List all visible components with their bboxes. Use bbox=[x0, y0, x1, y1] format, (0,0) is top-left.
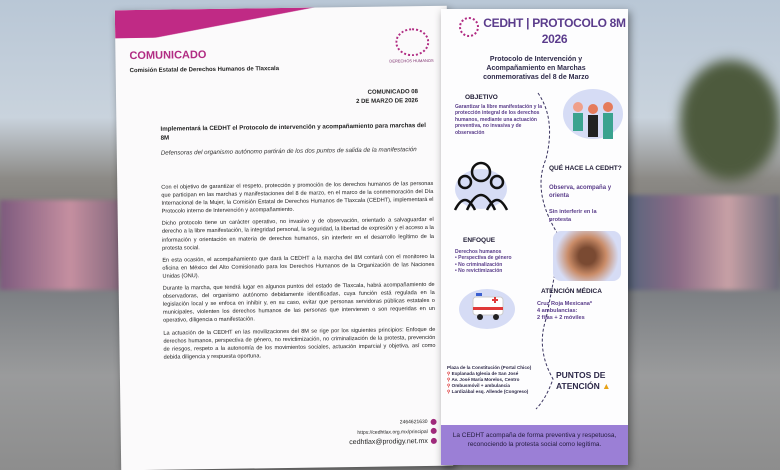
objetivo-text: Garantizar la libre manifestación y la protección integral de los derechos humanos, mediante una actuación preventiva, no invasiva y de observación bbox=[455, 104, 542, 136]
phone: 2464621630 bbox=[399, 419, 428, 426]
map-pin-icon: ⚲ bbox=[447, 371, 452, 376]
phone-icon bbox=[431, 419, 437, 425]
enfoque-label: ENFOQUE bbox=[463, 237, 496, 244]
enfoque-item: • Perspectiva de género bbox=[455, 255, 512, 262]
comunicado-heading: COMUNICADO bbox=[129, 49, 207, 63]
que-hace-label: QUÉ HACE LA CEDHT? bbox=[549, 165, 622, 172]
map-pin-icon: ⚲ bbox=[447, 383, 452, 388]
ambulance-illustration bbox=[459, 289, 515, 329]
institution-name: Comisión Estatal de Derechos Humanos de Tlaxcala bbox=[129, 66, 280, 75]
punto-text: Explanada Iglesia de San José bbox=[451, 371, 519, 376]
paragraph: Dicho protocolo tiene un carácter operativo, no invasivo y de observación, orientado a salvaguardar el derecho a la libre manifestación, la integridad personal, la seguridad, la libertad de expresión y el acceso a la información y orientación en materia de derechos humanos, sin interferir en el desarrollo legítimo de la protesta social. bbox=[161, 217, 435, 252]
enfoque-list bbox=[455, 249, 535, 275]
map-pin-icon: ⚲ bbox=[447, 377, 452, 382]
ambulance-icon bbox=[459, 289, 515, 329]
puntos-label bbox=[556, 370, 628, 392]
women-icon bbox=[563, 89, 623, 149]
release-number-date bbox=[356, 88, 418, 107]
enfoque-item: • No revictimización bbox=[455, 268, 503, 275]
release-date: 2 DE MARZO DE 2026 bbox=[356, 98, 419, 105]
map-pin-icon: ⚲ bbox=[447, 389, 452, 394]
people-group-icon bbox=[451, 154, 511, 214]
paragraph: Con el objetivo de garantizar el respeto, protección y promoción de los derechos humanos de las personas que participan en las marchas y manifestaciones del 8 de marzo, en el marco de la conmemoración del Día Internacional de la Mujer, la Comisión Estatal de Derechos Humanos de Tlaxcala (CEDHT), implementará el Protocolo interno de Intervención y acompañamiento. bbox=[161, 180, 434, 215]
web-icon bbox=[431, 428, 437, 434]
atencion-label: ATENCIÓN MÉDICA bbox=[541, 288, 602, 295]
atencion-line: 4 ambulancias: bbox=[537, 308, 578, 315]
infographic-title: CEDHT | PROTOCOLO 8M 2026 bbox=[483, 16, 626, 46]
mural-right bbox=[625, 195, 780, 290]
punto-text: Av. José María Morelos, Centro bbox=[451, 377, 520, 382]
protocol-infographic bbox=[441, 9, 628, 465]
cedht-logo bbox=[395, 28, 429, 56]
paragraph: Durante la marcha, que tendrá lugar en algunos puntos del estado de Tlaxcala, habrá acompañamiento de observadoras, del organismo autónomo debidamente identificadas, cuya función está regulada en la legislación local y se enfoca en inhibir y, en su caso, evitar que personas servidoras públicas estatales o municipales, violenten los derechos humanos de las personas que intervienen o son requeridas en un operativo, diligencia o manifestación. bbox=[162, 281, 436, 325]
release-lead: Defensoras del organismo autónomo partirán de los dos puntos de salida de la manifestación bbox=[160, 146, 417, 157]
website-link[interactable]: https://cedhtlax.org.mx/principal bbox=[357, 428, 428, 436]
background-tree bbox=[680, 60, 780, 180]
punto-text: Ombusmóvil + ambulancia bbox=[451, 383, 510, 388]
warning-icon: ▲ bbox=[602, 381, 611, 391]
contact-info bbox=[349, 418, 437, 448]
footer-banner: La CEDHT acompaña de forma preventiva y respetuosa, reconociendo la protesta social como legítima. bbox=[441, 425, 628, 465]
women-illustration bbox=[563, 89, 623, 139]
paragraph: La actuación de la CEDHT en las movilizaciones del 8M se rige por los siguientes principios: Enfoque de derechos humanos, perspectiva de género, no revictimización, no criminalización de la protesta, prevención de riesgos, respeto a la autonomía de los movimientos sociales, actuación imparcial y objetiva, así como debida diligencia y respuesta oportuna. bbox=[163, 326, 436, 361]
que-hace-note: Sin interferir en la protesta bbox=[549, 209, 597, 223]
punto-text: Lardizábal esq. Allende (Congreso) bbox=[451, 389, 529, 394]
atencion-line: Cruz Roja Mexicana* bbox=[537, 301, 593, 307]
enfoque-item: Derechos humanos bbox=[455, 249, 502, 255]
puntos-label-text: PUNTOS DE ATENCIÓN bbox=[556, 370, 606, 391]
logo-text: DERECHOS HUMANOS bbox=[389, 57, 434, 64]
infographic-subtitle: Protocolo de Intervención y Acompañamiento en Marchas conmemorativas del 8 de Marzo bbox=[483, 56, 589, 81]
release-body bbox=[161, 180, 436, 366]
release-number: COMUNICADO 08 bbox=[367, 89, 419, 96]
release-title: Implementará la CEDHT el Protocolo de intervención y acompañamiento para marchas del 8M bbox=[160, 122, 426, 142]
atencion-line: 2 fijas + 2 móviles bbox=[537, 315, 585, 322]
paragraph: En esta ocasión, el acompañamiento que dará la CEDHT a la marcha del 8M contará con el monitoreo la oficina en México del Alto Comisionado para los Derechos Humanos de la Organización de las Naciones Unidas (ONU). bbox=[162, 253, 435, 280]
punto-item: Plaza de la Constitución (Portal Chico) bbox=[447, 365, 532, 370]
enfoque-item: • No criminalización bbox=[455, 261, 503, 268]
punto-item bbox=[447, 389, 549, 395]
email-link[interactable]: cedhtlax@prodigy.net.mx bbox=[349, 438, 428, 447]
puntos-list bbox=[447, 365, 549, 395]
que-hace-text: Observa, acompaña y orienta bbox=[549, 185, 612, 199]
press-release-document bbox=[115, 6, 453, 470]
objetivo-label: OBJETIVO bbox=[465, 94, 498, 101]
hands-illustration bbox=[553, 231, 621, 281]
mail-icon bbox=[431, 438, 437, 444]
atencion-text bbox=[537, 301, 622, 323]
